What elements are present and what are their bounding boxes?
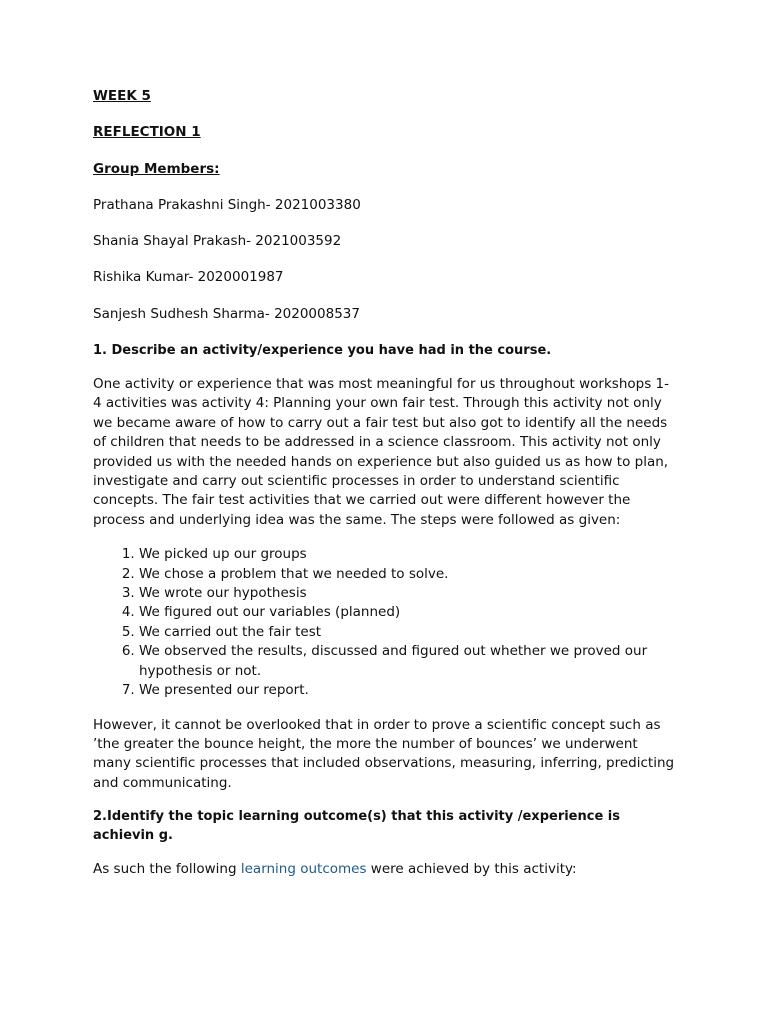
paragraph-1: One activity or experience that was most meaningful for us throughout workshops 1-4 activities was activity 4: Planning your own fair test. Through this activity not only we became aware of how to carry out a fair test but also got to identify all the needs of children that needs to be addressed in a science classroom. This activity not only provided us with the needed hands on experience but also guided us as how to plan, investigate and carry out scientific processes in order to understand scientific concepts. The fair test activities that we carried out were different however the process and underlying idea was the same. The steps were followed as given: [93,376,669,528]
question-2 [93,807,676,845]
outcomes-intro-after: were achieved by this activity: [366,861,577,878]
question-2-number: 2. [93,809,107,825]
member-item: Rishika Kumar- 2020001987 [93,269,284,285]
week-heading: WEEK 5 [93,88,151,104]
member-item: Shania Shayal Prakash- 2021003592 [93,233,342,249]
question-2-text: Identify the topic learning outcome(s) that this activity /experience is achievin g. [93,809,620,844]
step-item: 1. We picked up our groups [139,545,676,564]
member-item: Prathana Prakashni Singh- 2021003380 [93,197,361,213]
reflection-heading: REFLECTION 1 [93,124,201,140]
outcomes-intro-before: As such the following [93,861,241,878]
step-item: 7. We presented our report. [139,681,676,700]
question-1: 1. Describe an activity/experience you have had in the course. [93,343,552,358]
step-item: 5. We carried out the fair test [139,623,676,642]
learning-outcomes-link[interactable]: learning outcomes [240,861,367,878]
member-item: Sanjesh Sudhesh Sharma- 2020008537 [93,306,360,322]
outcomes-intro [93,860,676,879]
paragraph-2: However, it cannot be overlooked that in order to prove a scientific concept such as ’the greater the bounce height, the more the number of bounces’ we underwent many scientific processes that included observations, measuring, inferring, predicting and communicating. [93,716,675,791]
step-item: 3. We wrote our hypothesis [139,584,676,603]
step-item: 4. We figured out our variables (planned) [139,603,676,622]
group-members-heading: Group Members: [93,161,220,177]
steps-list [93,545,676,700]
step-item: 6. We observed the results, discussed and figured out whether we proved our hypothesis or not. [139,642,676,681]
members-list [93,195,676,324]
step-item: 2. We chose a problem that we needed to solve. [139,565,676,584]
